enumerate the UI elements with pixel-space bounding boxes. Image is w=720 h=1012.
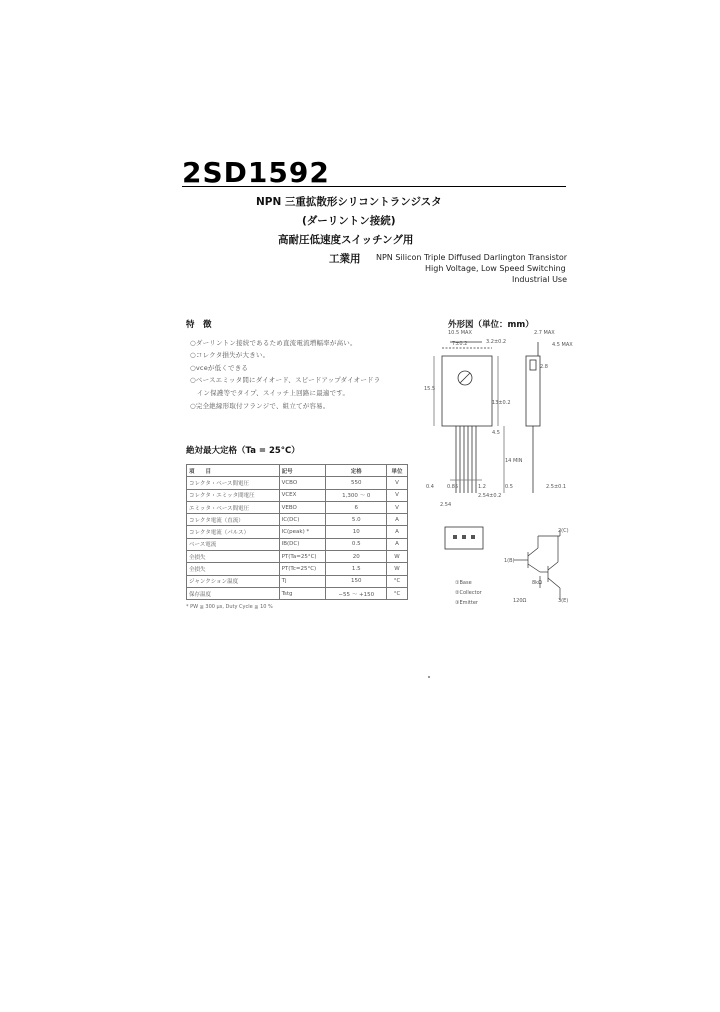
item-cell: 全損失 [187,551,280,563]
ratings-footnote: * PW ≦ 300 μs, Duty Cycle ≦ 10 % [186,604,273,610]
feature-item: ○ベースエミッタ間にダイオード、スピードアップダイオードラ [190,376,381,384]
item-cell: エミッタ・ベース間電圧 [187,501,280,513]
table-row [187,501,408,513]
outline-dim: 3.2±0.2 [486,339,507,345]
item-cell: コレクタ・ベース間電圧 [187,477,280,489]
part-number-title: 2SD1592 [182,156,330,189]
jp-description-line-1: NPN 三重拡散形シリコントランジスタ [256,196,442,208]
rating-cell: 550 [326,477,387,489]
column-header-unit: 単位 [387,465,408,477]
symbol-cell: IC(DC) [279,514,326,526]
feature-item: ○コレクタ損失が大きい。 [190,351,270,359]
rating-cell: 1,300 ～ 0 [326,489,387,501]
table-row [187,587,408,599]
outline-dim: 7±0.2 [452,341,468,347]
jp-description-line-4: 工業用 [329,253,361,265]
column-header-item: 項 目 [187,465,280,477]
outline-dim: 15.5 [424,386,436,392]
feature-item: ○ダーリントン接続であるため直流電流増幅率が高い。 [190,339,357,347]
pin-legend-collector: ②Collector [455,590,482,596]
circuit-label-r2: 120Ω [513,598,527,604]
item-cell: コレクタ・エミッタ間電圧 [187,489,280,501]
outline-dim: 13±0.2 [492,400,511,406]
item-cell: 保存温度 [187,587,280,599]
package-body-side [526,356,540,426]
features-heading: 特 徴 [186,320,212,330]
rating-cell: 1.5 [326,563,387,575]
unit-cell: V [387,477,408,489]
outline-dim: 14 MIN [505,458,523,464]
table-row [187,477,408,489]
feature-item: ○完全絶縁形取付フランジで、組立てが容易。 [190,402,330,410]
outline-dim: 2.54±0.2 [478,493,502,499]
outline-dim: 4.5 [492,430,500,436]
pin-legend-emitter: ③Emitter [455,600,478,606]
outline-heading: 外形図（単位：mm） [448,320,534,330]
item-cell: 全損失 [187,563,280,575]
column-header-rating: 定格 [326,465,387,477]
pin-legend-base: ①Base [455,580,472,586]
feature-item: ○vceが低くできる [190,364,249,372]
rating-cell: 0.5 [326,538,387,550]
outline-dim: 2.8 [540,364,548,370]
symbol-cell: VCBO [279,477,326,489]
table-header-row [187,465,408,477]
circuit-label-base: 1(B) [504,558,515,564]
symbol-cell: Tj [279,575,326,587]
feature-item: イン保護等でタイプ、スイッチ上回路に最適です。 [190,389,350,397]
outline-dim: 4.5 MAX [552,342,573,348]
symbol-cell: VEBO [279,501,326,513]
package-outline-drawing [420,328,580,508]
unit-cell: A [387,514,408,526]
table-row [187,551,408,563]
table-row [187,514,408,526]
column-header-symbol: 記号 [279,465,326,477]
unit-cell: °C [387,587,408,599]
en-description-line-2: High Voltage, Low Speed Switching [425,264,566,273]
unit-cell: V [387,501,408,513]
ratings-heading: 絶対最大定格（Ta = 25°C） [186,446,300,456]
outline-dim: 2.7 MAX [534,330,555,336]
symbol-cell: VCEX [279,489,326,501]
unit-cell: W [387,563,408,575]
unit-cell: W [387,551,408,563]
outline-dim: 2.5±0.1 [546,484,567,490]
rating-cell: 20 [326,551,387,563]
rating-cell: 5.0 [326,514,387,526]
rating-cell: 150 [326,575,387,587]
stray-dot [428,676,430,678]
rating-cell: 10 [326,526,387,538]
symbol-cell: PT(Tc=25°C) [279,563,326,575]
symbol-cell: PT(Ta=25°C) [279,551,326,563]
jp-description-line-3: 高耐圧低速度スイッチング用 [278,234,414,246]
outline-dim: 2.54 [440,502,452,508]
table-row [187,575,408,587]
outline-dim: 1.2 [478,484,486,490]
table-row [187,526,408,538]
item-cell: コレクタ電流（直流） [187,514,280,526]
rating-cell: −55 ～ +150 [326,587,387,599]
item-cell: ジャンクション温度 [187,575,280,587]
table-row [187,563,408,575]
symbol-cell: Tstg [279,587,326,599]
unit-cell: °C [387,575,408,587]
table-row [187,538,408,550]
circuit-label-r1: 8kΩ [532,580,542,586]
rating-cell: 6 [326,501,387,513]
item-cell: コレクタ電流（パルス） [187,526,280,538]
unit-cell: A [387,538,408,550]
table-row [187,489,408,501]
symbol-cell: IB(DC) [279,538,326,550]
unit-cell: V [387,489,408,501]
pin-layout-icon [444,526,484,550]
outline-dim: 0.85 [447,484,459,490]
outline-dim: 0.4 [426,484,434,490]
package-body-front [442,356,492,426]
symbol-cell: IC(peak) * [279,526,326,538]
title-rule [182,186,566,187]
circuit-label-emitter: 3(E) [558,598,569,604]
darlington-circuit-diagram [510,526,576,606]
en-description-line-3: Industrial Use [512,275,568,284]
jp-description-line-2: (ダーリントン接続) [302,215,396,227]
item-cell: ベース電流 [187,538,280,550]
unit-cell: A [387,526,408,538]
en-description-line-1: NPN Silicon Triple Diffused Darlington Transistor [376,253,568,262]
outline-dim: 0.5 [505,484,513,490]
outline-dim: 10.5 MAX [448,330,472,336]
circuit-label-collector: 2(C) [558,528,569,534]
ratings-table [186,464,408,600]
